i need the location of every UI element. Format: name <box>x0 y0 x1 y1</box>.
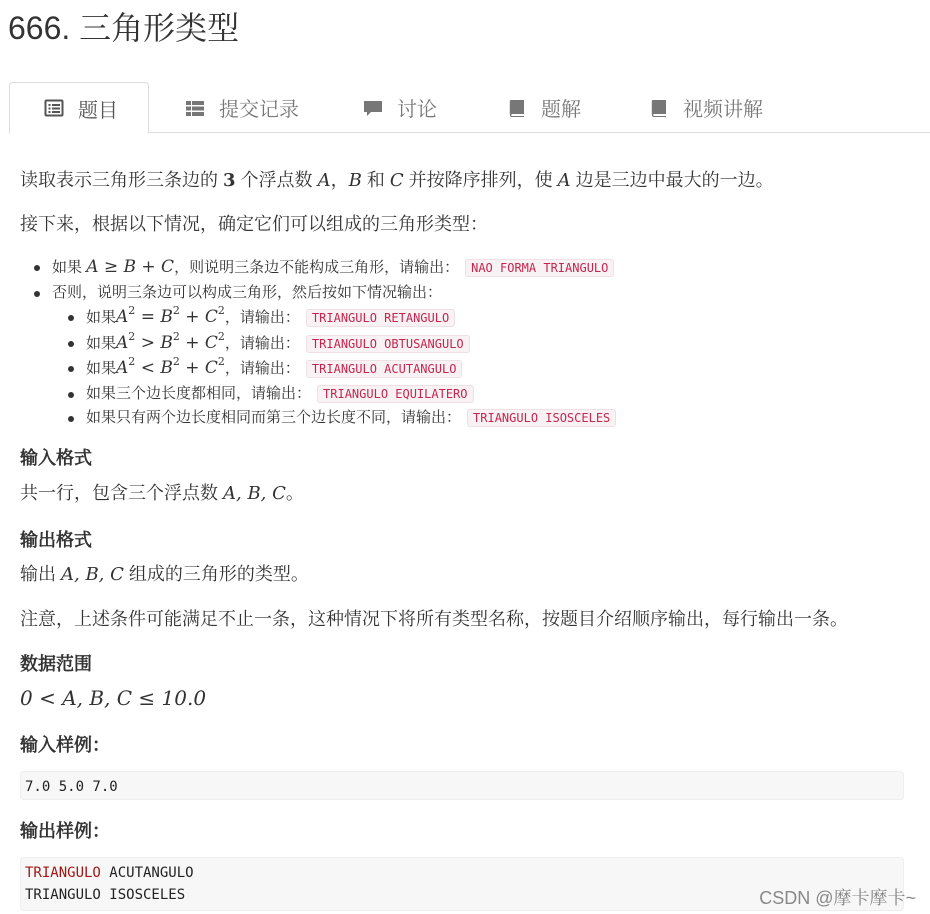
list-item: 如果$A^2 = B^2 + C^2$，请输出： TRIANGULO RETANGULO <box>52 305 616 331</box>
list-item: 如果$A^2 < B^2 + C^2$，请输出： TRIANGULO ACUTANGULO <box>52 356 616 382</box>
tab-label: 讨论 <box>397 99 437 121</box>
desc-line-1: 读取表示三角形三条边的 3 个浮点数 A，B 和 C 并按降序排列，使 A 边是三边中最大的一边。 <box>20 170 774 191</box>
tab-label: 视频讲解 <box>683 99 763 121</box>
book-icon <box>649 98 669 118</box>
sample-input-code: 7.0 5.0 7.0 <box>20 771 904 800</box>
desc-line-2: 接下来，根据以下情况，确定它们可以组成的三角形类型： <box>20 214 488 234</box>
tab-label: 题目 <box>78 99 118 122</box>
range-math: 0 < A, B, C ≤ 10.0 <box>20 686 207 710</box>
sample-output-code: TRIANGULO ACUTANGULO TRIANGULO ISOSCELES <box>20 857 904 911</box>
tab-problem[interactable] <box>9 82 149 134</box>
case-list <box>20 255 616 431</box>
tab-video[interactable] <box>649 82 763 133</box>
problem-tabs <box>9 82 930 133</box>
sub-case-list <box>52 305 616 431</box>
list-item: 否则，说明三条边可以构成三角形，然后按如下情况输出： 如果$A^2 = B^2 + C^2$，请输出： TRIANGULO RETANGULO 如果$A^2 > B^2 + C^2$，请输出： TRIANGULO OBTUSANGULO 如果$A^2 < B^2 + C^2$，请输出： TRIANGULO ACUTANGULO 如果三个边长度都相同，请输出： TRIANGULO EQUILATERO 如果只有两个边长度相同而第三个边长度不同，请输出： TRIANGULO ISOSCELES <box>20 281 616 431</box>
tab-label: 题解 <box>541 99 581 121</box>
range-heading: 数据范围 <box>20 654 92 674</box>
tab-label: 提交记录 <box>219 99 299 121</box>
tab-discuss[interactable] <box>363 82 437 133</box>
input-format-text: 共一行，包含三个浮点数 A, B, C。 <box>20 483 304 504</box>
sample-output-heading: 输出样例： <box>20 821 110 841</box>
tab-solutions[interactable] <box>507 82 581 133</box>
tab-submissions[interactable] <box>185 82 299 133</box>
output-format-text: 输出 A, B, C 组成的三角形的类型。 <box>20 564 309 585</box>
page-title: 666. 三角形类型 <box>8 10 240 46</box>
list-item: 如果 A ≥ B + C，则说明三条边不能构成三角形，请输出： NAO FORMA TRIANGULO <box>20 255 616 281</box>
input-format-heading: 输入格式 <box>20 448 92 468</box>
output-format-heading: 输出格式 <box>20 530 92 550</box>
book-icon <box>507 98 527 118</box>
comment-icon <box>363 98 383 118</box>
list-item: 如果三个边长度都相同，请输出： TRIANGULO EQUILATERO <box>52 382 616 407</box>
th-list-icon <box>185 98 205 118</box>
output-format-note: 注意，上述条件可能满足不止一条，这种情况下将所有类型名称，按题目介绍顺序输出，每行输出一条。 <box>20 609 848 629</box>
list-alt-icon <box>44 98 64 118</box>
list-item: 如果只有两个边长度相同而第三个边长度不同，请输出： TRIANGULO ISOSCELES <box>52 406 616 431</box>
list-item: 如果$A^2 > B^2 + C^2$，请输出： TRIANGULO OBTUSANGULO <box>52 331 616 357</box>
sample-input-heading: 输入样例： <box>20 735 110 755</box>
watermark: CSDN @摩卡摩卡~ <box>759 888 916 908</box>
